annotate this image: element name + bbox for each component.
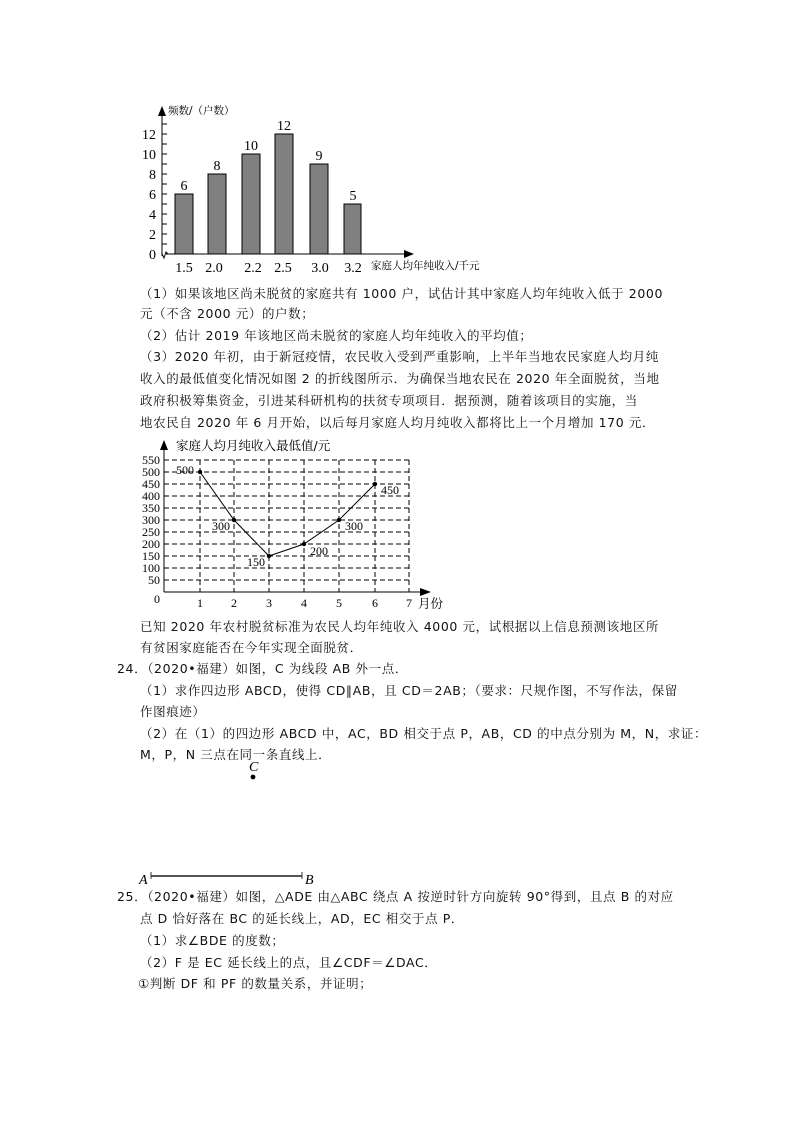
svg-text:2.0: 2.0 xyxy=(205,261,223,276)
q23-part3-line3: 政府积极筹集资金，引进某科研机构的扶贫专项项目．据预测，随着该项目的实施，当 xyxy=(140,393,638,408)
svg-text:0: 0 xyxy=(149,248,156,263)
y-tick-labels xyxy=(142,128,156,263)
q24-part1-line2: 作图痕迹） xyxy=(140,704,206,719)
point-c xyxy=(251,775,256,780)
svg-text:8: 8 xyxy=(149,168,156,183)
svg-text:10: 10 xyxy=(244,139,258,154)
q24-part1-line1: （1）求作四边形 ABCD，使得 CD∥AB，且 CD＝2AB；（要求：尺规作图，不写作法，保留 xyxy=(140,683,678,698)
y-axis-label: 家庭人均月纯收入最低值/元 xyxy=(176,438,331,453)
svg-text:500: 500 xyxy=(176,463,194,477)
svg-text:1: 1 xyxy=(197,596,203,610)
svg-text:12: 12 xyxy=(277,119,291,134)
bar-2.5 xyxy=(275,134,293,254)
bar-2.0 xyxy=(208,174,226,254)
q23-part3-line1: （3）2020 年初，由于新冠疫情，农民收入受到严重影响，上半年当地农民家庭人均月纯 xyxy=(140,349,659,364)
svg-text:8: 8 xyxy=(213,159,221,174)
bar-value-labels xyxy=(181,119,357,204)
bars xyxy=(175,134,361,254)
svg-text:9: 9 xyxy=(315,149,323,164)
svg-text:2: 2 xyxy=(149,228,156,243)
bar-3.2 xyxy=(344,204,361,254)
x-tick-labels xyxy=(197,596,412,610)
y-axis-label: 频数/（户数） xyxy=(168,105,235,117)
x-axis-arrow-icon xyxy=(420,588,431,596)
svg-text:300: 300 xyxy=(142,513,160,527)
svg-text:300: 300 xyxy=(345,519,363,533)
q25-header-line2: 点 D 恰好落在 BC 的延长线上，AD，EC 相交于点 P． xyxy=(140,911,464,926)
q23-part2: （2）估计 2019 年该地区尚未脱贫的家庭人均年纯收入的平均值； xyxy=(140,328,533,343)
q23-part1-line2: 元（不含 2000 元）的户数； xyxy=(140,306,315,321)
data-points xyxy=(198,470,377,558)
q23-conclusion-line1: 已知 2020 年农村脱贫标准为农民人均年纯收入 4000 元，试根据以上信息预测该地区所 xyxy=(140,619,660,634)
svg-text:12: 12 xyxy=(142,128,156,143)
svg-text:200: 200 xyxy=(310,544,328,558)
data-line xyxy=(200,472,375,556)
svg-text:3: 3 xyxy=(266,596,272,610)
svg-text:1.5: 1.5 xyxy=(175,261,193,276)
svg-text:4: 4 xyxy=(301,596,307,610)
bar-2.2 xyxy=(242,154,260,254)
q23-part3-line2: 收入的最低值变化情况如图 2 的折线图所示．为确保当地农民在 2020 年全面脱贫，当地 xyxy=(140,371,660,386)
q24-figure xyxy=(130,755,330,890)
line-chart-monthly-income xyxy=(130,435,460,615)
q23-part1-line1: （1）如果该地区尚未脱贫的家庭共有 1000 户，试估计其中家庭人均年纯收入低于 2000 xyxy=(140,286,663,301)
q25-part2-sub1: ①判断 DF 和 PF 的数量关系，并证明； xyxy=(138,976,373,991)
q24-part2-line1: （2）在（1）的四边形 ABCD 中，AC，BD 相交于点 P，AB，CD 的中点分别为 M，N，求证： xyxy=(140,726,708,741)
y-axis-arrow-icon xyxy=(158,106,166,116)
svg-text:50: 50 xyxy=(148,573,160,587)
q23-part3-line4: 地农民自 2020 年 6 月开始，以后每月家庭人均月纯收入都将比上一个月增加 170 元． xyxy=(140,415,656,430)
svg-text:400: 400 xyxy=(142,489,160,503)
grid-vertical xyxy=(200,460,409,592)
svg-text:10: 10 xyxy=(142,148,156,163)
y-ticks xyxy=(162,124,167,244)
svg-text:7: 7 xyxy=(406,596,412,610)
svg-text:6: 6 xyxy=(149,188,156,203)
svg-text:450: 450 xyxy=(381,483,399,497)
svg-text:150: 150 xyxy=(142,549,160,563)
svg-text:550: 550 xyxy=(142,453,160,467)
svg-text:500: 500 xyxy=(142,465,160,479)
bar-1.5 xyxy=(175,194,193,254)
svg-text:150: 150 xyxy=(247,555,265,569)
grid-horizontal xyxy=(164,460,410,580)
svg-text:3.2: 3.2 xyxy=(344,261,362,276)
svg-text:250: 250 xyxy=(142,525,160,539)
svg-text:350: 350 xyxy=(142,501,160,515)
x-axis-label: 家庭人均年纯收入/千元 xyxy=(371,260,480,272)
svg-text:4: 4 xyxy=(149,208,156,223)
svg-text:2.5: 2.5 xyxy=(274,261,292,276)
data-labels xyxy=(176,463,399,569)
q25-part2: （2）F 是 EC 延长线上的点，且∠CDF＝∠DAC． xyxy=(140,955,438,970)
svg-text:5: 5 xyxy=(336,596,342,610)
q24-part2-line2: M，P，N 三点在同一条直线上． xyxy=(140,747,332,762)
point-b-label: B xyxy=(305,873,314,888)
svg-text:200: 200 xyxy=(142,537,160,551)
svg-text:6: 6 xyxy=(372,596,378,610)
x-axis-label: 月份 xyxy=(418,596,444,611)
bar-3.0 xyxy=(310,164,328,254)
x-axis-arrow-icon xyxy=(404,250,414,258)
svg-text:300: 300 xyxy=(212,519,230,533)
svg-text:2: 2 xyxy=(231,596,237,610)
q24-header: 24．（2020•福建）如图，C 为线段 AB 外一点． xyxy=(117,661,408,676)
svg-text:100: 100 xyxy=(142,561,160,575)
svg-text:3.0: 3.0 xyxy=(311,261,329,276)
svg-text:6: 6 xyxy=(180,179,188,194)
point-c-label: C xyxy=(249,760,259,775)
q25-part1: （1）求∠BDE 的度数； xyxy=(140,933,285,948)
svg-text:450: 450 xyxy=(142,477,160,491)
svg-text:2.2: 2.2 xyxy=(244,261,262,276)
bar-chart-income-frequency xyxy=(130,100,510,280)
axis-break-icon xyxy=(162,252,168,258)
q25-header: 25．（2020•福建）如图，△ADE 由△ABC 绕点 A 按逆时针方向旋转 90°得到，且点 B 的对应 xyxy=(117,889,674,904)
x-tick-labels xyxy=(175,261,362,276)
y-axis-arrow-icon xyxy=(160,440,168,450)
point-a-label: A xyxy=(139,873,148,888)
svg-text:5: 5 xyxy=(349,189,357,204)
y-tick-labels xyxy=(142,453,160,606)
svg-text:0: 0 xyxy=(154,592,160,606)
q23-conclusion-line2: 有贫困家庭能否在今年实现全面脱贫． xyxy=(140,640,363,655)
